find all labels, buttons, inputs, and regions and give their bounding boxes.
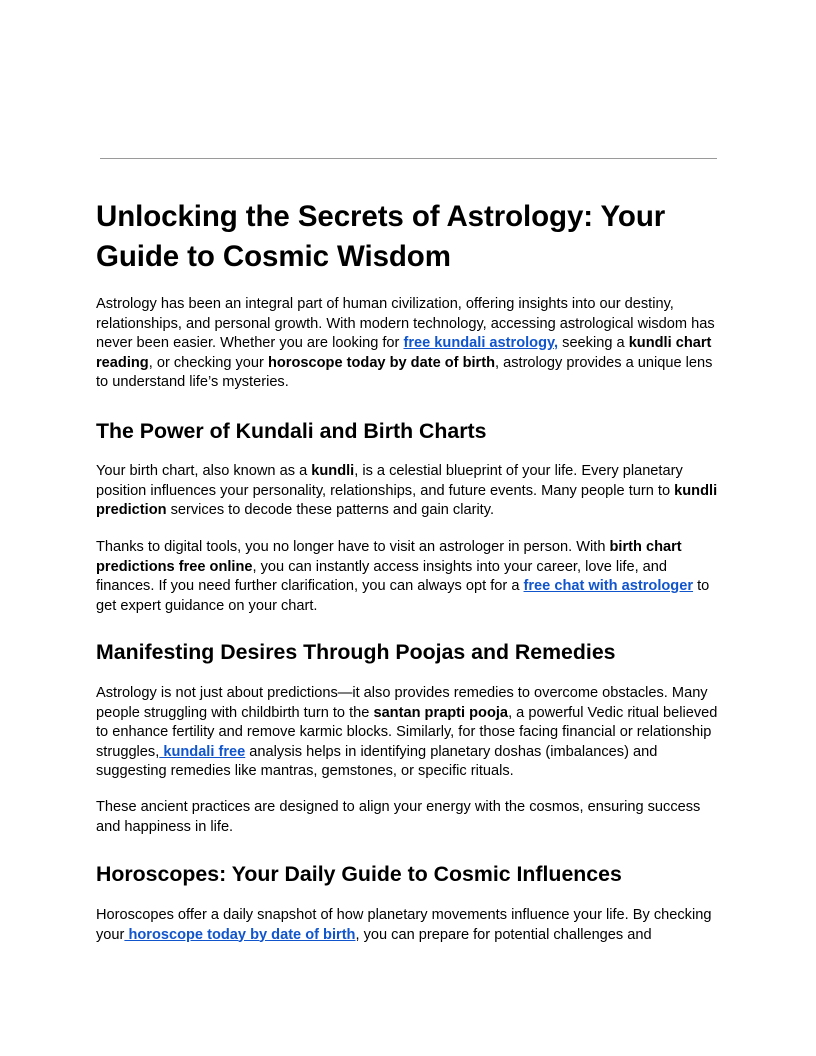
kundali-paragraph-1: Your birth chart, also known as a kundli, is a celestial blueprint of your life. Every planetary position influences your personality, relationships, and future events. Many people turn to kundli prediction services to decode these patterns and gain clarity. bbox=[96, 463, 718, 518]
horoscopes-paragraph-1: Horoscopes offer a daily snapshot of how planetary movements influence your life. By checking your horoscope today by date of birth, you can prepare for potential challenges and bbox=[96, 907, 712, 943]
kundali-paragraph-2: Thanks to digital tools, you no longer have to visit an astrologer in person. With birth chart predictions free online, you can instantly access insights into your career, love life, and finances. If you need further clarification, you can always opt for a free chat with astrologer to get expert guidance on your chart. bbox=[96, 539, 710, 614]
poojas-paragraph-1: Astrology is not just about predictions—it also provides remedies to overcome obstacles. Many people struggling with childbirth turn to the santan prapti pooja, a powerful Vedic ritual believed to enhance fertility and remove karmic blocks. Similarly, for those facing financial or relationship struggles, kundali free analysis helps in identifying planetary doshas (imbalances) and suggesting remedies like mantras, gemstones, or specific rituals. bbox=[96, 685, 718, 779]
horizontal-rule bbox=[100, 158, 717, 159]
page-title: Unlocking the Secrets of Astrology: Your Guide to Cosmic Wisdom bbox=[96, 200, 666, 273]
section-heading-kundali: The Power of Kundali and Birth Charts bbox=[96, 419, 487, 443]
section-heading-poojas: Manifesting Desires Through Poojas and Remedies bbox=[96, 640, 616, 664]
intro-paragraph: Astrology has been an integral part of human civilization, offering insights into our destiny, relationships, and personal growth. With modern technology, accessing astrological wisdom has never been easier. Whether you are looking for free kundali astrology, seeking a kundli chart reading, or checking your horoscope today by date of birth, astrology provides a unique lens to understand life’s mysteries. bbox=[96, 296, 715, 390]
section-heading-horoscopes: Horoscopes: Your Daily Guide to Cosmic Influences bbox=[96, 862, 622, 886]
poojas-paragraph-2: These ancient practices are designed to align your energy with the cosmos, ensuring success and happiness in life. bbox=[96, 799, 701, 835]
kundali-free-link[interactable]: kundali free bbox=[159, 743, 246, 760]
free-kundali-astrology-link[interactable]: free kundali astrology, bbox=[403, 335, 559, 351]
free-chat-with-astrologer-link[interactable]: free chat with astrologer bbox=[523, 578, 694, 594]
horoscope-today-link[interactable]: horoscope today by date of birth bbox=[124, 926, 356, 943]
